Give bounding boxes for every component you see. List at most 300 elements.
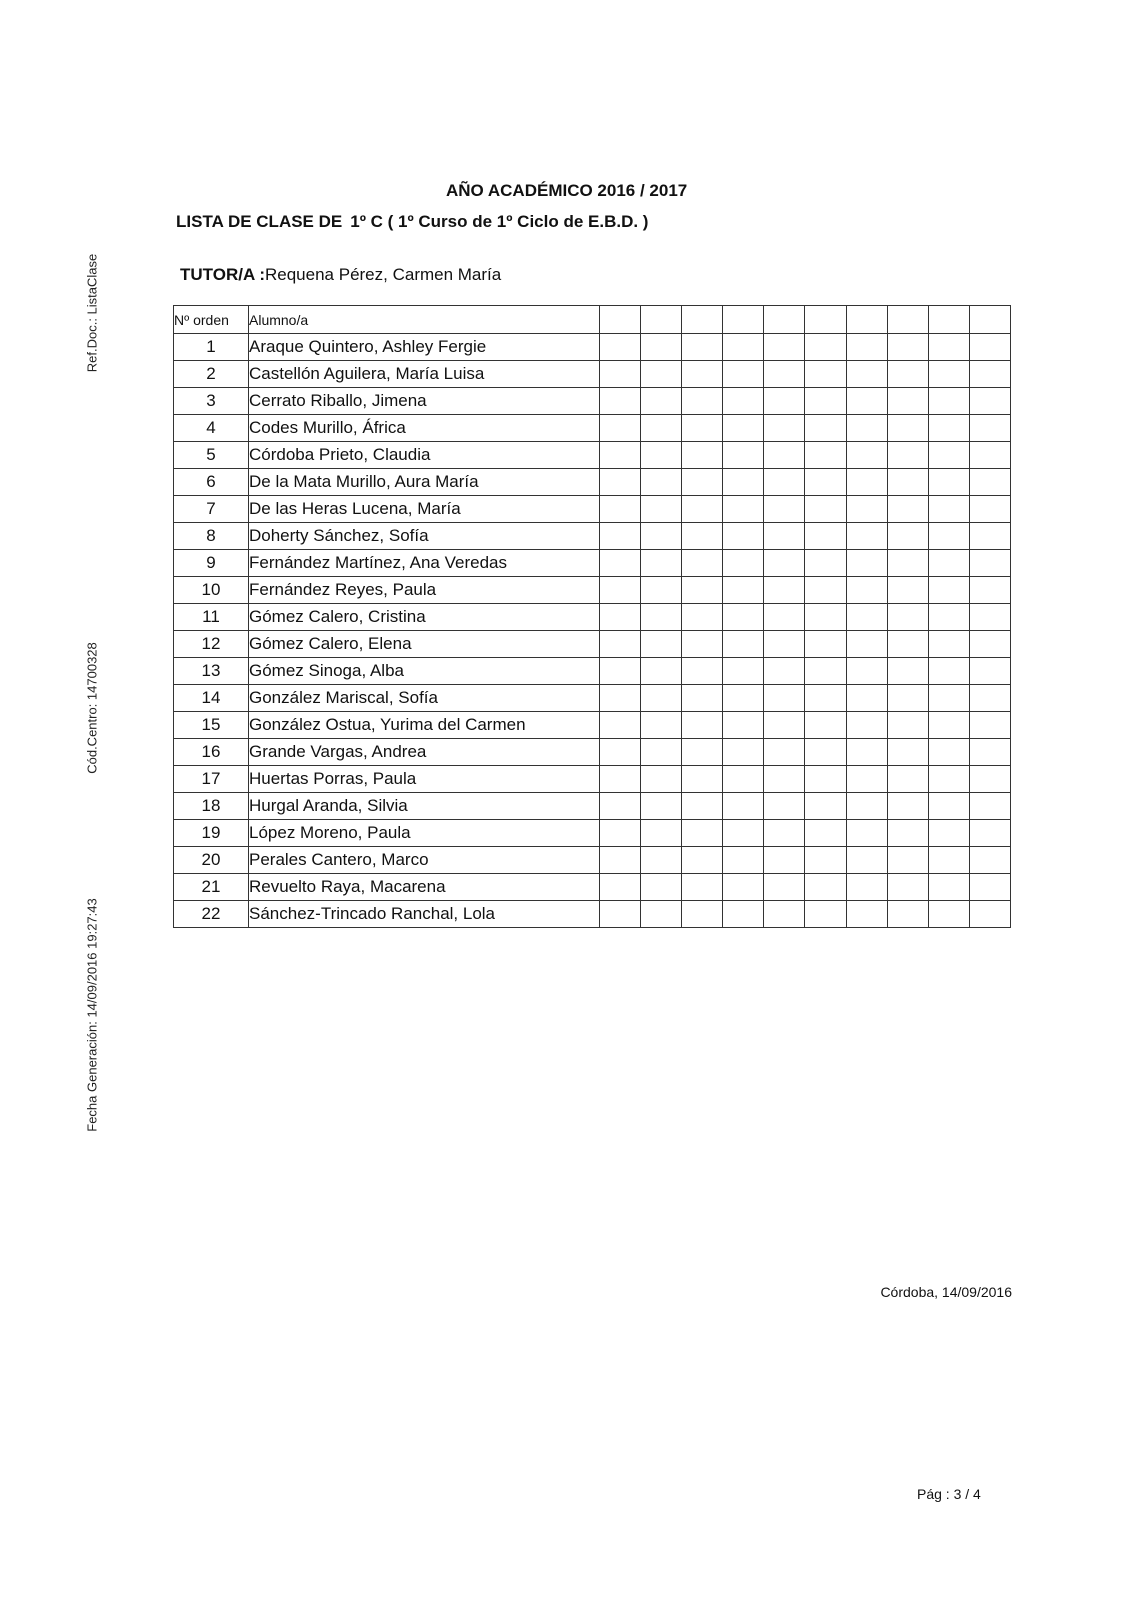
- blank-cell: [928, 901, 969, 928]
- blank-cell: [805, 469, 846, 496]
- blank-cell: [969, 820, 1010, 847]
- blank-cell: [805, 820, 846, 847]
- blank-cell: [969, 901, 1010, 928]
- blank-cell: [887, 523, 928, 550]
- blank-cell: [805, 901, 846, 928]
- blank-cell: [723, 658, 764, 685]
- blank-cell: [969, 577, 1010, 604]
- blank-cell: [682, 685, 723, 712]
- blank-cell: [641, 658, 682, 685]
- blank-cell: [764, 712, 805, 739]
- page-number: Pág : 3 / 4: [917, 1486, 981, 1502]
- blank-cell: [764, 334, 805, 361]
- blank-cell: [846, 766, 887, 793]
- blank-cell: [928, 388, 969, 415]
- blank-cell: [641, 442, 682, 469]
- blank-column-header: [764, 306, 805, 334]
- student-order-number: 21: [174, 874, 249, 901]
- footer-place-date: Córdoba, 14/09/2016: [880, 1284, 1012, 1300]
- blank-cell: [600, 820, 641, 847]
- column-header-orden: Nº orden: [174, 306, 249, 334]
- tutor-label: TUTOR/A :: [180, 265, 265, 284]
- blank-cell: [846, 550, 887, 577]
- blank-cell: [846, 361, 887, 388]
- student-name: De la Mata Murillo, Aura María: [249, 469, 600, 496]
- blank-cell: [600, 469, 641, 496]
- blank-cell: [682, 739, 723, 766]
- blank-cell: [641, 604, 682, 631]
- blank-cell: [928, 793, 969, 820]
- student-order-number: 1: [174, 334, 249, 361]
- student-name: Córdoba Prieto, Claudia: [249, 442, 600, 469]
- blank-cell: [846, 685, 887, 712]
- blank-cell: [969, 334, 1010, 361]
- blank-cell: [969, 361, 1010, 388]
- blank-cell: [764, 604, 805, 631]
- blank-cell: [641, 469, 682, 496]
- ref-doc-label: Ref.Doc.: ListaClase: [84, 253, 100, 373]
- blank-cell: [641, 874, 682, 901]
- blank-cell: [805, 631, 846, 658]
- class-list-table: [173, 305, 1011, 928]
- blank-cell: [887, 334, 928, 361]
- blank-cell: [887, 766, 928, 793]
- blank-cell: [641, 901, 682, 928]
- blank-cell: [846, 874, 887, 901]
- blank-cell: [928, 658, 969, 685]
- blank-cell: [846, 901, 887, 928]
- blank-cell: [723, 496, 764, 523]
- blank-cell: [600, 631, 641, 658]
- blank-cell: [600, 874, 641, 901]
- table-row: [174, 766, 1011, 793]
- blank-cell: [641, 388, 682, 415]
- blank-cell: [682, 469, 723, 496]
- table-row: [174, 685, 1011, 712]
- blank-cell: [805, 577, 846, 604]
- blank-cell: [641, 712, 682, 739]
- blank-cell: [969, 388, 1010, 415]
- blank-cell: [969, 415, 1010, 442]
- page-subtitle: [176, 212, 648, 232]
- blank-cell: [805, 766, 846, 793]
- blank-cell: [928, 739, 969, 766]
- student-name: Hurgal Aranda, Silvia: [249, 793, 600, 820]
- table-row: [174, 604, 1011, 631]
- table-row: [174, 550, 1011, 577]
- blank-cell: [682, 874, 723, 901]
- blank-cell: [723, 766, 764, 793]
- student-name: Gómez Calero, Cristina: [249, 604, 600, 631]
- table-row: [174, 469, 1011, 496]
- blank-cell: [928, 496, 969, 523]
- table-row: [174, 442, 1011, 469]
- column-header-alumno: Alumno/a: [249, 306, 600, 334]
- table-row: [174, 523, 1011, 550]
- blank-cell: [641, 685, 682, 712]
- student-name: Sánchez-Trincado Ranchal, Lola: [249, 901, 600, 928]
- blank-cell: [928, 685, 969, 712]
- blank-cell: [928, 712, 969, 739]
- blank-column-header: [600, 306, 641, 334]
- blank-cell: [887, 739, 928, 766]
- blank-cell: [887, 604, 928, 631]
- blank-cell: [641, 361, 682, 388]
- blank-cell: [764, 442, 805, 469]
- blank-cell: [600, 793, 641, 820]
- student-name: Castellón Aguilera, María Luisa: [249, 361, 600, 388]
- blank-cell: [682, 334, 723, 361]
- student-name: López Moreno, Paula: [249, 820, 600, 847]
- blank-cell: [764, 496, 805, 523]
- blank-cell: [969, 793, 1010, 820]
- blank-cell: [723, 415, 764, 442]
- blank-column-header: [682, 306, 723, 334]
- blank-cell: [682, 631, 723, 658]
- blank-cell: [723, 550, 764, 577]
- table-row: [174, 577, 1011, 604]
- blank-cell: [641, 550, 682, 577]
- blank-cell: [969, 847, 1010, 874]
- blank-cell: [641, 820, 682, 847]
- blank-cell: [969, 523, 1010, 550]
- blank-cell: [682, 361, 723, 388]
- blank-cell: [805, 739, 846, 766]
- blank-cell: [723, 685, 764, 712]
- blank-cell: [600, 550, 641, 577]
- blank-cell: [969, 712, 1010, 739]
- tutor-line: [180, 265, 501, 285]
- blank-column-header: [928, 306, 969, 334]
- student-order-number: 9: [174, 550, 249, 577]
- blank-cell: [641, 631, 682, 658]
- blank-cell: [846, 388, 887, 415]
- table-row: [174, 388, 1011, 415]
- blank-cell: [764, 793, 805, 820]
- blank-cell: [723, 847, 764, 874]
- blank-cell: [887, 685, 928, 712]
- blank-cell: [969, 550, 1010, 577]
- blank-cell: [805, 658, 846, 685]
- blank-cell: [805, 874, 846, 901]
- table-row: [174, 496, 1011, 523]
- blank-cell: [887, 577, 928, 604]
- blank-cell: [928, 442, 969, 469]
- blank-column-header: [969, 306, 1010, 334]
- student-name: Gómez Sinoga, Alba: [249, 658, 600, 685]
- blank-cell: [764, 658, 805, 685]
- blank-cell: [764, 523, 805, 550]
- blank-cell: [764, 388, 805, 415]
- blank-cell: [682, 442, 723, 469]
- tutor-name: Requena Pérez, Carmen María: [265, 265, 502, 284]
- blank-cell: [846, 658, 887, 685]
- student-order-number: 11: [174, 604, 249, 631]
- blank-cell: [600, 766, 641, 793]
- student-order-number: 22: [174, 901, 249, 928]
- blank-cell: [764, 631, 805, 658]
- blank-column-header: [641, 306, 682, 334]
- blank-cell: [969, 469, 1010, 496]
- blank-cell: [846, 631, 887, 658]
- blank-cell: [723, 388, 764, 415]
- blank-cell: [887, 631, 928, 658]
- blank-cell: [600, 415, 641, 442]
- student-order-number: 19: [174, 820, 249, 847]
- blank-cell: [600, 442, 641, 469]
- blank-cell: [928, 469, 969, 496]
- table-row: [174, 901, 1011, 928]
- blank-column-header: [887, 306, 928, 334]
- blank-cell: [846, 820, 887, 847]
- blank-cell: [682, 550, 723, 577]
- blank-column-header: [805, 306, 846, 334]
- blank-cell: [764, 874, 805, 901]
- student-name: Huertas Porras, Paula: [249, 766, 600, 793]
- blank-cell: [805, 496, 846, 523]
- student-name: Grande Vargas, Andrea: [249, 739, 600, 766]
- blank-cell: [641, 793, 682, 820]
- blank-cell: [805, 550, 846, 577]
- blank-cell: [764, 820, 805, 847]
- student-order-number: 18: [174, 793, 249, 820]
- blank-cell: [600, 847, 641, 874]
- blank-cell: [723, 739, 764, 766]
- blank-cell: [887, 388, 928, 415]
- table-row: [174, 874, 1011, 901]
- blank-cell: [928, 766, 969, 793]
- blank-column-header: [846, 306, 887, 334]
- student-name: Revuelto Raya, Macarena: [249, 874, 600, 901]
- blank-cell: [641, 847, 682, 874]
- table-row: [174, 361, 1011, 388]
- blank-cell: [887, 658, 928, 685]
- blank-cell: [600, 712, 641, 739]
- blank-cell: [928, 820, 969, 847]
- student-order-number: 16: [174, 739, 249, 766]
- student-order-number: 13: [174, 658, 249, 685]
- blank-cell: [723, 334, 764, 361]
- blank-cell: [641, 766, 682, 793]
- blank-cell: [682, 847, 723, 874]
- blank-cell: [682, 604, 723, 631]
- blank-cell: [682, 496, 723, 523]
- subtitle-group: 1º C ( 1º Curso de 1º Ciclo de E.B.D. ): [350, 212, 649, 231]
- blank-cell: [723, 793, 764, 820]
- blank-cell: [641, 523, 682, 550]
- student-order-number: 5: [174, 442, 249, 469]
- blank-cell: [928, 847, 969, 874]
- blank-cell: [969, 631, 1010, 658]
- student-name: Araque Quintero, Ashley Fergie: [249, 334, 600, 361]
- blank-cell: [682, 766, 723, 793]
- blank-cell: [846, 334, 887, 361]
- blank-cell: [928, 523, 969, 550]
- blank-cell: [887, 874, 928, 901]
- blank-cell: [764, 550, 805, 577]
- table-row: [174, 712, 1011, 739]
- blank-cell: [846, 712, 887, 739]
- blank-cell: [805, 793, 846, 820]
- student-order-number: 8: [174, 523, 249, 550]
- blank-cell: [682, 658, 723, 685]
- blank-cell: [723, 712, 764, 739]
- student-order-number: 3: [174, 388, 249, 415]
- blank-cell: [600, 334, 641, 361]
- student-name: Codes Murillo, África: [249, 415, 600, 442]
- blank-cell: [887, 496, 928, 523]
- blank-cell: [764, 361, 805, 388]
- blank-cell: [805, 442, 846, 469]
- blank-cell: [764, 847, 805, 874]
- blank-cell: [600, 604, 641, 631]
- blank-cell: [764, 739, 805, 766]
- blank-cell: [846, 739, 887, 766]
- blank-cell: [928, 874, 969, 901]
- blank-cell: [723, 820, 764, 847]
- blank-cell: [928, 631, 969, 658]
- blank-cell: [805, 334, 846, 361]
- blank-cell: [969, 442, 1010, 469]
- table-row: [174, 334, 1011, 361]
- blank-cell: [805, 523, 846, 550]
- blank-cell: [969, 874, 1010, 901]
- blank-cell: [846, 523, 887, 550]
- blank-cell: [600, 388, 641, 415]
- student-order-number: 10: [174, 577, 249, 604]
- student-order-number: 2: [174, 361, 249, 388]
- subtitle-prefix: LISTA DE CLASE DE: [176, 212, 343, 231]
- blank-cell: [682, 712, 723, 739]
- blank-cell: [805, 415, 846, 442]
- student-name: Perales Cantero, Marco: [249, 847, 600, 874]
- student-name: Fernández Reyes, Paula: [249, 577, 600, 604]
- blank-cell: [805, 685, 846, 712]
- blank-cell: [764, 415, 805, 442]
- blank-cell: [600, 685, 641, 712]
- blank-cell: [723, 874, 764, 901]
- blank-cell: [764, 685, 805, 712]
- blank-cell: [805, 361, 846, 388]
- blank-cell: [600, 523, 641, 550]
- student-name: Fernández Martínez, Ana Veredas: [249, 550, 600, 577]
- blank-column-header: [723, 306, 764, 334]
- student-order-number: 20: [174, 847, 249, 874]
- page-title: AÑO ACADÉMICO 2016 / 2017: [446, 181, 688, 200]
- blank-cell: [887, 442, 928, 469]
- blank-cell: [641, 334, 682, 361]
- blank-cell: [805, 388, 846, 415]
- cod-centro-label: Cód.Centro: 14700328: [84, 642, 100, 774]
- blank-cell: [846, 496, 887, 523]
- blank-cell: [682, 901, 723, 928]
- student-order-number: 7: [174, 496, 249, 523]
- blank-cell: [969, 658, 1010, 685]
- blank-cell: [764, 901, 805, 928]
- student-name: González Ostua, Yurima del Carmen: [249, 712, 600, 739]
- blank-cell: [887, 820, 928, 847]
- blank-cell: [887, 469, 928, 496]
- blank-cell: [846, 415, 887, 442]
- table-body: [174, 334, 1011, 928]
- blank-cell: [887, 361, 928, 388]
- blank-cell: [682, 415, 723, 442]
- blank-cell: [846, 469, 887, 496]
- blank-cell: [600, 658, 641, 685]
- student-name: González Mariscal, Sofía: [249, 685, 600, 712]
- blank-cell: [846, 577, 887, 604]
- blank-cell: [600, 496, 641, 523]
- blank-cell: [928, 604, 969, 631]
- blank-cell: [682, 577, 723, 604]
- blank-cell: [600, 901, 641, 928]
- blank-cell: [641, 496, 682, 523]
- blank-cell: [887, 550, 928, 577]
- blank-cell: [641, 739, 682, 766]
- blank-cell: [723, 631, 764, 658]
- student-order-number: 17: [174, 766, 249, 793]
- student-order-number: 12: [174, 631, 249, 658]
- blank-cell: [600, 739, 641, 766]
- blank-cell: [887, 901, 928, 928]
- student-order-number: 4: [174, 415, 249, 442]
- blank-cell: [682, 793, 723, 820]
- blank-cell: [846, 847, 887, 874]
- blank-cell: [682, 523, 723, 550]
- table-row: [174, 793, 1011, 820]
- fecha-generacion-label: Fecha Generación: 14/09/2016 19:27:43: [84, 898, 100, 1132]
- blank-cell: [723, 901, 764, 928]
- student-name: Gómez Calero, Elena: [249, 631, 600, 658]
- student-name: De las Heras Lucena, María: [249, 496, 600, 523]
- blank-cell: [846, 604, 887, 631]
- blank-cell: [969, 604, 1010, 631]
- blank-cell: [682, 388, 723, 415]
- blank-cell: [723, 604, 764, 631]
- student-name: Doherty Sánchez, Sofía: [249, 523, 600, 550]
- blank-cell: [969, 766, 1010, 793]
- blank-cell: [969, 739, 1010, 766]
- blank-cell: [723, 523, 764, 550]
- table-row: [174, 739, 1011, 766]
- blank-cell: [887, 415, 928, 442]
- student-order-number: 14: [174, 685, 249, 712]
- blank-cell: [764, 469, 805, 496]
- blank-cell: [887, 847, 928, 874]
- table-row: [174, 658, 1011, 685]
- student-order-number: 15: [174, 712, 249, 739]
- table-header-row: [174, 306, 1011, 334]
- blank-cell: [846, 793, 887, 820]
- blank-cell: [928, 334, 969, 361]
- table-row: [174, 415, 1011, 442]
- blank-cell: [600, 361, 641, 388]
- blank-cell: [723, 361, 764, 388]
- blank-cell: [600, 577, 641, 604]
- blank-cell: [641, 415, 682, 442]
- blank-cell: [682, 820, 723, 847]
- blank-cell: [723, 442, 764, 469]
- blank-cell: [928, 415, 969, 442]
- blank-cell: [641, 577, 682, 604]
- blank-cell: [846, 442, 887, 469]
- blank-cell: [887, 793, 928, 820]
- blank-cell: [805, 604, 846, 631]
- blank-cell: [969, 685, 1010, 712]
- blank-cell: [764, 577, 805, 604]
- blank-cell: [723, 577, 764, 604]
- table-row: [174, 820, 1011, 847]
